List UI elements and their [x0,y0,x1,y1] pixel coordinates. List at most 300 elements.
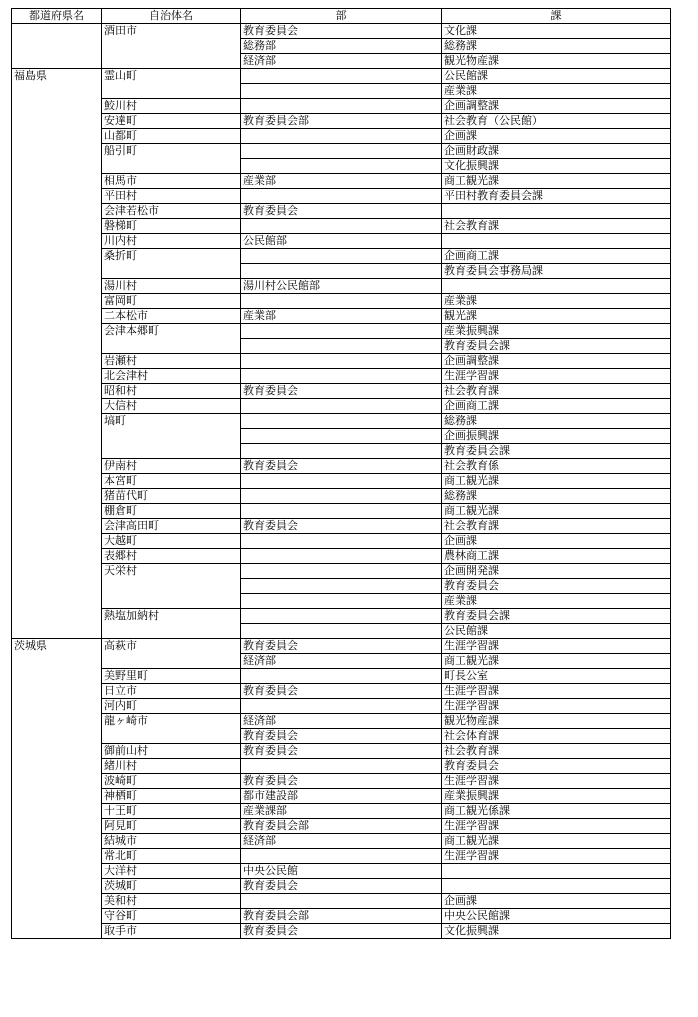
cell-municipality: 高萩市 [102,639,241,654]
cell-section: 企画調整課 [442,99,671,114]
cell-prefecture [12,774,102,789]
cell-prefecture [12,909,102,924]
cell-prefecture [12,699,102,714]
cell-department [241,414,442,429]
cell-prefecture [12,369,102,384]
cell-prefecture [12,894,102,909]
cell-department: 教育委員会 [241,879,442,894]
cell-department [241,474,442,489]
table-row [12,294,671,309]
cell-department [241,759,442,774]
cell-department [241,264,442,279]
table-row [12,564,671,579]
table-row [12,684,671,699]
cell-prefecture [12,384,102,399]
cell-department [241,504,442,519]
cell-department [241,624,442,639]
cell-section: 教育委員会課 [442,609,671,624]
cell-section: 生涯学習課 [442,774,671,789]
cell-section [442,234,671,249]
table-row [12,69,671,84]
cell-department [241,489,442,504]
cell-municipality [102,54,241,69]
cell-prefecture [12,144,102,159]
cell-department: 教育委員会部 [241,909,442,924]
cell-section: 教育委員会課 [442,339,671,354]
table-row [12,744,671,759]
cell-department [241,354,442,369]
cell-prefecture [12,189,102,204]
cell-prefecture [12,294,102,309]
cell-department [241,249,442,264]
table-row [12,444,671,459]
table-row [12,504,671,519]
cell-department [241,444,442,459]
cell-prefecture [12,399,102,414]
table-row [12,54,671,69]
cell-prefecture [12,744,102,759]
table-row [12,219,671,234]
cell-prefecture [12,309,102,324]
cell-prefecture [12,534,102,549]
cell-prefecture [12,174,102,189]
table-row [12,204,671,219]
table-row [12,804,671,819]
table-row [12,729,671,744]
table-row [12,459,671,474]
cell-section: 企画商工課 [442,399,671,414]
header-municipality: 自治体名 [102,9,241,24]
cell-prefecture [12,114,102,129]
cell-department [241,699,442,714]
cell-department [241,609,442,624]
table-row [12,324,671,339]
cell-department [241,99,442,114]
header-row [12,9,671,24]
cell-municipality: 結城市 [102,834,241,849]
cell-department: 教育委員会 [241,729,442,744]
cell-department [241,849,442,864]
cell-municipality: 湯川村 [102,279,241,294]
cell-municipality: 会津高田町 [102,519,241,534]
cell-municipality: 本宮町 [102,474,241,489]
table-row [12,609,671,624]
cell-municipality: 取手市 [102,924,241,939]
cell-prefecture [12,864,102,879]
cell-prefecture [12,444,102,459]
cell-prefecture [12,519,102,534]
cell-section: 商工観光係課 [442,804,671,819]
cell-section: 企画開発課 [442,564,671,579]
cell-municipality: 相馬市 [102,174,241,189]
cell-municipality: 昭和村 [102,384,241,399]
cell-section: 生涯学習課 [442,699,671,714]
cell-municipality: 会津本郷町 [102,324,241,339]
cell-department [241,429,442,444]
cell-department [241,399,442,414]
cell-section: 社会教育課 [442,519,671,534]
table-row [12,369,671,384]
cell-municipality [102,624,241,639]
cell-prefecture [12,39,102,54]
cell-prefecture [12,129,102,144]
cell-prefecture [12,729,102,744]
cell-section: 社会教育（公民館） [442,114,671,129]
cell-department: 教育委員会 [241,774,442,789]
table-row [12,474,671,489]
cell-section: 観光課 [442,309,671,324]
table-row [12,309,671,324]
cell-prefecture [12,594,102,609]
cell-prefecture [12,249,102,264]
cell-municipality [102,39,241,54]
cell-department [241,159,442,174]
cell-section: 商工観光課 [442,654,671,669]
cell-prefecture [12,354,102,369]
table-row [12,519,671,534]
cell-department [241,369,442,384]
cell-municipality: 守谷町 [102,909,241,924]
cell-prefecture [12,684,102,699]
cell-section: 文化課 [442,24,671,39]
table-row [12,759,671,774]
cell-department: 教育委員会 [241,639,442,654]
cell-section: 町長公室 [442,669,671,684]
cell-municipality: 桑折町 [102,249,241,264]
cell-municipality: 神栖町 [102,789,241,804]
cell-section: 社会教育課 [442,219,671,234]
table-row [12,339,671,354]
cell-municipality: 大洋村 [102,864,241,879]
cell-section: 教育委員会課 [442,444,671,459]
table-row [12,669,671,684]
cell-municipality: 十王町 [102,804,241,819]
cell-section: 商工観光課 [442,174,671,189]
cell-department: 湯川村公民館部 [241,279,442,294]
cell-section: 総務課 [442,489,671,504]
cell-section [442,279,671,294]
cell-department: 産業部 [241,309,442,324]
cell-municipality [102,729,241,744]
cell-municipality: 磐梯町 [102,219,241,234]
cell-prefecture [12,429,102,444]
cell-section: 企画商工課 [442,249,671,264]
table-row [12,879,671,894]
cell-prefecture [12,564,102,579]
cell-prefecture [12,849,102,864]
cell-prefecture [12,219,102,234]
cell-municipality: 棚倉町 [102,504,241,519]
cell-municipality: 平田村 [102,189,241,204]
cell-department: 中央公民館 [241,864,442,879]
cell-section: 生涯学習課 [442,849,671,864]
cell-prefecture: 福島県 [12,69,102,84]
cell-prefecture [12,279,102,294]
cell-municipality: 龍ヶ崎市 [102,714,241,729]
table-row [12,354,671,369]
cell-municipality: 猪苗代町 [102,489,241,504]
cell-section: 生涯学習課 [442,684,671,699]
cell-municipality: 霊山町 [102,69,241,84]
cell-department [241,324,442,339]
cell-section: 商工観光課 [442,504,671,519]
cell-section: 公民館課 [442,69,671,84]
cell-municipality: 緒川村 [102,759,241,774]
cell-section: 企画課 [442,894,671,909]
table-row [12,774,671,789]
cell-prefecture [12,264,102,279]
table-row [12,24,671,39]
cell-prefecture [12,459,102,474]
cell-department: 経済部 [241,714,442,729]
cell-section: 産業振興課 [442,789,671,804]
cell-prefecture [12,654,102,669]
cell-section: 総務課 [442,414,671,429]
table-row [12,249,671,264]
cell-prefecture [12,414,102,429]
cell-municipality: 鮫川村 [102,99,241,114]
table-row [12,579,671,594]
table-row [12,174,671,189]
cell-prefecture [12,204,102,219]
cell-section: 文化振興課 [442,924,671,939]
cell-municipality: 伊南村 [102,459,241,474]
cell-prefecture [12,24,102,39]
table-row [12,909,671,924]
cell-section: 生涯学習課 [442,639,671,654]
cell-department: 教育委員会 [241,924,442,939]
cell-department: 教育委員会部 [241,819,442,834]
cell-section: 教育委員会 [442,579,671,594]
table-row [12,924,671,939]
cell-department [241,534,442,549]
table-row [12,654,671,669]
cell-section: 企画課 [442,534,671,549]
cell-section: 教育委員会 [442,759,671,774]
cell-section: 産業課 [442,294,671,309]
cell-prefecture [12,99,102,114]
cell-municipality [102,264,241,279]
cell-section: 産業課 [442,84,671,99]
table-row [12,864,671,879]
cell-prefecture [12,759,102,774]
cell-department [241,84,442,99]
cell-municipality: 安達町 [102,114,241,129]
cell-prefecture [12,789,102,804]
cell-prefecture [12,339,102,354]
cell-department: 教育委員会 [241,684,442,699]
cell-department: 産業部 [241,174,442,189]
cell-section: 農林商工課 [442,549,671,564]
cell-municipality: 北会津村 [102,369,241,384]
cell-section: 企画調整課 [442,354,671,369]
cell-municipality: 美野里町 [102,669,241,684]
cell-municipality: 日立市 [102,684,241,699]
cell-municipality [102,429,241,444]
cell-prefecture [12,924,102,939]
cell-municipality: 阿見町 [102,819,241,834]
cell-section: 産業課 [442,594,671,609]
cell-municipality [102,594,241,609]
cell-department [241,294,442,309]
cell-section: 商工観光課 [442,834,671,849]
cell-prefecture [12,879,102,894]
cell-municipality [102,579,241,594]
cell-department [241,894,442,909]
table-row [12,429,671,444]
cell-department [241,189,442,204]
cell-section: 社会教育課 [442,384,671,399]
cell-department [241,594,442,609]
table-row [12,189,671,204]
cell-municipality: 常北町 [102,849,241,864]
cell-section: 文化振興課 [442,159,671,174]
table-row [12,534,671,549]
cell-municipality: 二本松市 [102,309,241,324]
cell-department: 公民館部 [241,234,442,249]
cell-department [241,564,442,579]
cell-department [241,219,442,234]
cell-municipality: 河内町 [102,699,241,714]
cell-section [442,864,671,879]
cell-municipality: 天栄村 [102,564,241,579]
cell-department: 産業課部 [241,804,442,819]
cell-prefecture [12,669,102,684]
table-row [12,834,671,849]
cell-prefecture [12,84,102,99]
cell-municipality: 富岡町 [102,294,241,309]
cell-department [241,144,442,159]
cell-municipality [102,654,241,669]
cell-prefecture [12,624,102,639]
cell-department: 総務部 [241,39,442,54]
table-row [12,549,671,564]
cell-department: 経済部 [241,654,442,669]
cell-section: 企画財政課 [442,144,671,159]
cell-municipality [102,159,241,174]
cell-municipality: 酒田市 [102,24,241,39]
cell-section: 社会教育係 [442,459,671,474]
cell-municipality [102,339,241,354]
table-row [12,789,671,804]
cell-section: 総務課 [442,39,671,54]
cell-municipality: 波崎町 [102,774,241,789]
cell-section: 企画振興課 [442,429,671,444]
cell-prefecture [12,159,102,174]
table-row [12,39,671,54]
table-row [12,414,671,429]
cell-prefecture [12,234,102,249]
cell-section: 観光物産課 [442,714,671,729]
cell-prefecture [12,579,102,594]
cell-municipality: 表郷村 [102,549,241,564]
cell-department: 教育委員会 [241,384,442,399]
cell-department [241,669,442,684]
cell-municipality: 茨城町 [102,879,241,894]
cell-municipality: 岩瀬村 [102,354,241,369]
table-row [12,894,671,909]
cell-prefecture [12,549,102,564]
cell-prefecture [12,489,102,504]
cell-department: 経済部 [241,834,442,849]
table-row [12,639,671,654]
table-row [12,234,671,249]
cell-department: 都市建設部 [241,789,442,804]
table-row [12,84,671,99]
cell-section [442,879,671,894]
cell-department: 教育委員会 [241,204,442,219]
cell-section: 観光物産課 [442,54,671,69]
cell-section: 教育委員会事務局課 [442,264,671,279]
municipality-department-table [11,8,671,939]
cell-department: 教育委員会 [241,459,442,474]
table-row [12,849,671,864]
cell-section: 企画課 [442,129,671,144]
cell-section: 生涯学習課 [442,369,671,384]
cell-department [241,129,442,144]
cell-department [241,69,442,84]
cell-department: 経済部 [241,54,442,69]
table-row [12,624,671,639]
cell-section: 生涯学習課 [442,819,671,834]
table-row [12,594,671,609]
header-prefecture: 都道府県名 [12,9,102,24]
cell-municipality [102,444,241,459]
cell-municipality: 大信村 [102,399,241,414]
table-row [12,384,671,399]
table-row [12,144,671,159]
cell-department: 教育委員会部 [241,114,442,129]
cell-section: 平田村教育委員会課 [442,189,671,204]
table-row [12,714,671,729]
cell-prefecture [12,834,102,849]
cell-prefecture [12,504,102,519]
table-row [12,399,671,414]
header-section: 課 [442,9,671,24]
cell-prefecture [12,804,102,819]
cell-municipality: 御前山村 [102,744,241,759]
cell-department [241,549,442,564]
cell-municipality: 川内村 [102,234,241,249]
cell-prefecture [12,324,102,339]
table-row [12,99,671,114]
table-row [12,264,671,279]
cell-prefecture [12,819,102,834]
table-row [12,819,671,834]
cell-section: 公民館課 [442,624,671,639]
cell-department [241,579,442,594]
cell-section: 社会教育課 [442,744,671,759]
cell-prefecture: 茨城県 [12,639,102,654]
cell-section: 社会体育課 [442,729,671,744]
cell-prefecture [12,474,102,489]
cell-municipality: 山都町 [102,129,241,144]
cell-section: 商工観光課 [442,474,671,489]
cell-prefecture [12,54,102,69]
cell-municipality: 美和村 [102,894,241,909]
header-department: 部 [241,9,442,24]
table-row [12,159,671,174]
cell-section [442,204,671,219]
cell-municipality: 大越町 [102,534,241,549]
cell-municipality [102,84,241,99]
cell-municipality: 塙町 [102,414,241,429]
cell-department: 教育委員会 [241,24,442,39]
cell-department: 教育委員会 [241,744,442,759]
cell-prefecture [12,609,102,624]
table-row [12,489,671,504]
cell-section: 中央公民館課 [442,909,671,924]
